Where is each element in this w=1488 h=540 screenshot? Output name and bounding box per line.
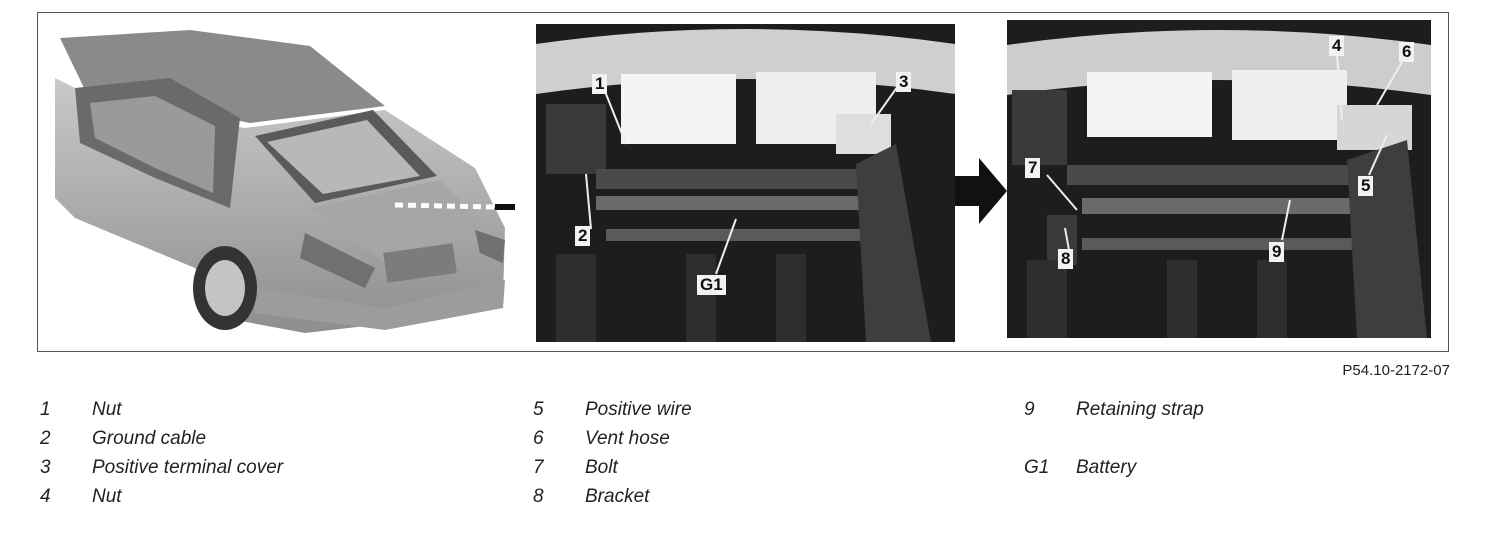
legend-number: 9 — [1024, 399, 1035, 420]
legend-number: 1 — [40, 399, 51, 420]
legend-label: Positive wire — [585, 399, 692, 420]
callout-2: 2 — [575, 226, 590, 246]
callout-4: 4 — [1329, 36, 1344, 56]
callout-6: 6 — [1399, 42, 1414, 62]
legend-label: Bolt — [585, 457, 618, 478]
legend-item — [40, 482, 283, 511]
legend-number: 5 — [533, 399, 544, 420]
legend-number: G1 — [1024, 457, 1050, 478]
legend-label: Vent hose — [585, 428, 670, 449]
callout-8: 8 — [1058, 249, 1073, 269]
legend-number: 6 — [533, 428, 544, 449]
legend-item — [533, 453, 692, 482]
callout-9: 9 — [1269, 242, 1284, 262]
callout-1: 1 — [592, 74, 607, 94]
figure-reference: P54.10-2172-07 — [1342, 362, 1450, 379]
legend-column-1 — [40, 395, 283, 511]
legend-number: 8 — [533, 486, 544, 507]
callout-7: 7 — [1025, 158, 1040, 178]
legend-item — [40, 453, 283, 482]
legend-label: Ground cable — [92, 428, 207, 449]
callout-3: 3 — [896, 72, 911, 92]
callout-5: 5 — [1358, 176, 1373, 196]
legend-label: Retaining strap — [1076, 399, 1204, 420]
legend-item — [533, 482, 692, 511]
legend-item — [40, 424, 283, 453]
legend-number: 3 — [40, 457, 51, 478]
legend-item — [1024, 453, 1204, 482]
legend-number: 4 — [40, 486, 51, 507]
legend-item — [1024, 395, 1204, 424]
legend-label: Bracket — [585, 486, 650, 507]
legend-number: 2 — [40, 428, 51, 449]
legend-item — [40, 395, 283, 424]
legend-label: Nut — [92, 486, 122, 507]
car-illustration — [55, 18, 515, 343]
legend-label: Positive terminal cover — [92, 457, 284, 478]
legend-item — [533, 395, 692, 424]
legend-spacer — [1024, 424, 1204, 453]
legend-label: Battery — [1076, 457, 1137, 478]
callout-G1: G1 — [697, 275, 726, 295]
legend-column-2 — [533, 395, 692, 511]
arrow-right-icon — [955, 158, 1007, 224]
legend-item — [533, 424, 692, 453]
photo-battery-view-1 — [536, 24, 955, 342]
legend-column-3 — [1024, 395, 1204, 482]
legend-label: Nut — [92, 399, 122, 420]
legend-number: 7 — [533, 457, 544, 478]
